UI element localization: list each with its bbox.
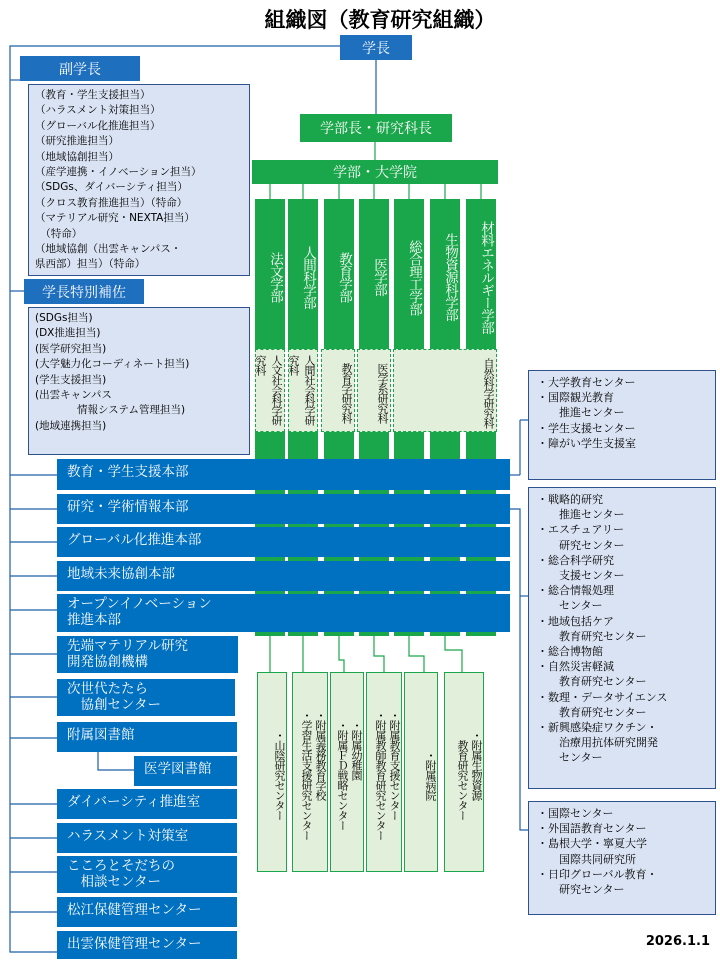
panel-item: (DX推進担当) — [35, 327, 101, 340]
hq-box: ダイバーシティ推進室 — [57, 789, 237, 819]
faculty-column: 医学部 — [359, 199, 389, 349]
attached-facility: ・附属病院 — [404, 672, 438, 872]
center-panel-research: ・戦略的研究 推進センター ・エスチュアリー 研究センター ・総合科学研究 支援センター ・総合情報処理 センター ・地域包括ケア 教育研究センター ・総合博物館 ・自然災害軽減 教育研究センター ・数理・データサイエンス 教育研究センター ・新興感染症ワクチン・ 治療用抗体研究開発 センター — [528, 487, 716, 789]
hq-bar: オープンイノベーション 推進本部 — [57, 594, 510, 632]
hq-box: こころとそだちの 相談センター — [57, 856, 237, 893]
graduate-school: 人間社会科学研究科 — [288, 349, 318, 432]
special-assistant-label: 学長特別補佐 — [24, 279, 144, 304]
faculty-header: 学部・大学院 — [252, 160, 498, 184]
panel-item: (出雲キャンパス — [35, 389, 112, 402]
center-panel-global: ・国際センター ・外国語教育センター ・島根大学・寧夏大学 国際共同研究所 ・日印グローバル教育・ 研究センター — [528, 801, 716, 915]
panel-item: （産学連携・イノベーション担当） — [35, 166, 202, 179]
faculty-column: 総合理工学部 — [394, 199, 424, 349]
panel-item: (医学研究担当) — [35, 342, 107, 355]
panel-item: （SDGs、ダイバーシティ担当） — [35, 181, 188, 194]
graduate-school: 医学系研究科 — [357, 349, 391, 432]
graduate-school: 教育学研究科 — [321, 349, 355, 432]
panel-item: (SDGs担当) — [35, 312, 93, 324]
hq-box: 先端マテリアル研究 開発協創機構 — [57, 636, 238, 673]
panel-item: （教育・学生支援担当） — [35, 89, 151, 101]
panel-item: （地域協創（出雲キャンパス・ — [35, 243, 182, 256]
hq-box: 松江保健管理センター — [57, 897, 237, 927]
attached-facility: ・附属幼稚園 ・附属ＦＤ戦略センター — [330, 672, 364, 872]
graduate-school: 人文社会科学研究科 — [255, 349, 285, 432]
faculty-column: 人間科学部 — [288, 199, 318, 349]
hq-bar: 研究・学術情報本部 — [57, 494, 510, 524]
hq-bar: 教育・学生支援本部 — [57, 459, 510, 490]
center-panel-education: ・大学教育センター ・国際観光教育 推進センター ・学生支援センター ・障がい学生支援室 — [528, 370, 716, 480]
vice-president-panel — [28, 84, 250, 276]
date-label: 2026.1.1 — [645, 934, 710, 949]
attached-facility: ・山陰研究センター — [257, 672, 287, 872]
attached-facility: ・附属教育支援センター ・附属教師教育研究センター — [366, 672, 402, 872]
vice-president-label: 副学長 — [20, 56, 140, 81]
panel-item: （クロス教育推進担当）（特命） — [35, 196, 188, 209]
panel-item: 情報システム管理担当) — [35, 404, 186, 417]
hq-bar: グローバル化推進本部 — [57, 527, 510, 557]
hq-box: 出雲保健管理センター — [57, 931, 237, 959]
hq-box: 附属図書館 — [57, 722, 237, 752]
faculty-column: 生物資源科学部 — [430, 199, 460, 349]
panel-item: (学生支援担当) — [35, 373, 107, 386]
hq-box: 医学図書館 — [134, 756, 237, 786]
hq-box: 次世代たたら 協創センター — [57, 679, 235, 716]
panel-item: （グローバル化推進担当） — [35, 119, 161, 132]
faculty-column: 材料エネルギー学部 — [466, 199, 496, 349]
attached-facility: ・附属義務教育学校 ・学習生活支援研究センター — [292, 672, 328, 872]
panel-item: (地域連携担当) — [35, 419, 107, 432]
graduate-school: 自然科学研究科 — [393, 349, 497, 432]
page-title: 組織図（教育研究組織） — [264, 8, 496, 32]
panel-item: （マテリアル研究・NEXTA担当） — [35, 212, 195, 225]
faculty-column: 法文学部 — [255, 199, 285, 349]
dean-box: 学部長・研究科長 — [300, 114, 452, 142]
hq-box: ハラスメント対策室 — [57, 823, 237, 853]
hq-bar: 地域未来協創本部 — [57, 561, 510, 591]
panel-item: （地域協創担当） — [35, 150, 119, 163]
panel-item: (大学魅力化コーディネート担当) — [35, 358, 190, 371]
panel-item: 県西部）担当）（特命） — [35, 258, 146, 271]
panel-item: （ハラスメント対策担当） — [35, 104, 161, 117]
president-box: 学長 — [340, 35, 412, 60]
panel-item: （特命） — [35, 227, 83, 240]
attached-facility: ・附属生物資源 教育研究センター — [444, 672, 484, 872]
special-assistant-panel — [28, 307, 250, 455]
faculty-column: 教育学部 — [324, 199, 354, 349]
panel-item: （研究推進担当） — [35, 135, 119, 148]
